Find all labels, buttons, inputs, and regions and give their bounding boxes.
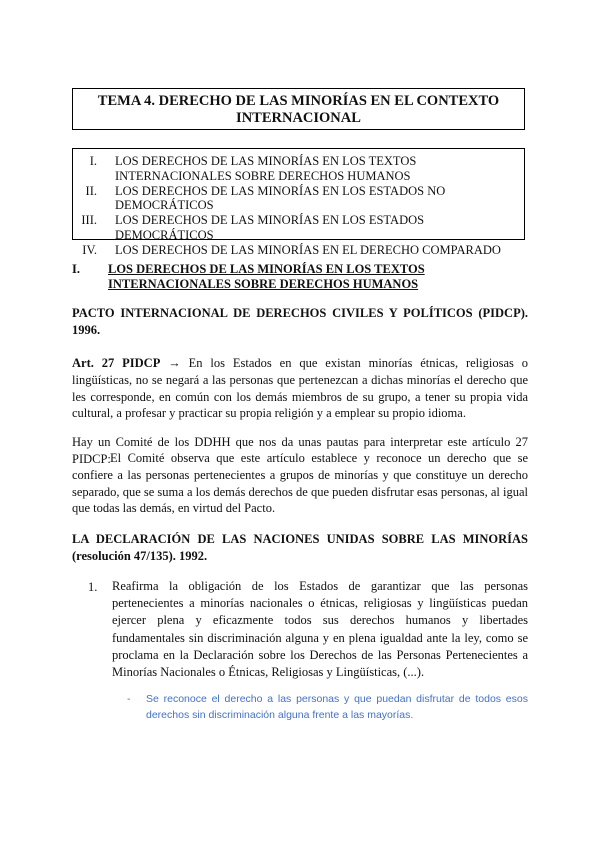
toc-item-text: LOS DERECHOS DE LAS MINORÍAS EN LOS ESTADOS NO DEMOCRÁTICOS (115, 183, 446, 213)
toc-item-number: I. (89, 154, 97, 168)
toc-item (73, 184, 524, 214)
toc-item-text: LOS DERECHOS DE LAS MINORÍAS EN LOS TEXTOS INTERNACIONALES SOBRE DERECHOS HUMANOS (115, 154, 417, 183)
declaracion-heading: LA DECLARACIÓN DE LAS NACIONES UNIDAS SOBRE LAS MINORÍAS (resolución 47/135). 1992. (72, 532, 528, 563)
toc-item (73, 154, 524, 184)
toc-item-text: LOS DERECHOS DE LAS MINORÍAS EN LOS ESTADOS DEMOCRÁTICOS (115, 213, 425, 242)
toc-item (73, 213, 524, 243)
toc-item-number: III. (81, 213, 97, 228)
art27-paragraph (72, 355, 528, 422)
note-bullet: - (127, 693, 131, 705)
annotation-note: Se reconoce el derecho a las personas y que puedan disfrutar de todos esos derechos sin discriminación alguna frente a las mayorías. (146, 693, 528, 721)
table-of-contents (72, 148, 525, 257)
toc-item-number: II. (85, 183, 97, 198)
art27-label: Art. 27 PIDCP (72, 356, 161, 370)
pidcp-heading: PACTO INTERNACIONAL DE DERECHOS CIVILES Y POLÍTICOS (PIDCP). 1996. (72, 306, 528, 337)
page-title: TEMA 4. DERECHO DE LAS MINORÍAS EN EL CONTEXTO INTERNACIONAL (72, 88, 525, 130)
section-number: I. (72, 262, 80, 276)
toc-item-number: IV. (82, 242, 97, 257)
comite-paragraph: El Comité observa que este artículo establece y reconoce un derecho que se confiere a las personas pertenecientes a grupos de minorías y que constituye un derecho separado, que se suma a los demás derechos de que pueden disfrutar esas personas, al igual que todas las demás, en virtud del Pacto. (72, 451, 528, 516)
section-title: LOS DERECHOS DE LAS MINORÍAS EN LOS TEXTOS INTERNACIONALES SOBRE DERECHOS HUMANOS (108, 262, 425, 291)
toc-item-text: LOS DERECHOS DE LAS MINORÍAS EN EL DERECHO COMPARADO (115, 242, 501, 257)
list-item-number: 1. (88, 580, 98, 594)
art27-text: → En los Estados en que existan minorías étnicas, religiosas o lingüísticas, no se negará a las personas que pertenezcan a dichas minorías el derecho que les corresponde, en común con los demás miembros de su grupo, a tener su propia vida cultural, a profesar y practicar su propia religión y a emplear su propio idioma. (72, 356, 529, 421)
comite-intro: Hay un Comité de los DDHH que nos da unas pautas para interpretar este artículo 27 PIDCP: (72, 435, 528, 466)
list-item-text: Reafirma la obligación de los Estados de garantizar que las personas pertenecientes a minorías nacionales o étnicas, religiosas y lingüísticas puedan ejercer plena y eficazmente todos sus derechos humanos y libertades fundamentales sin discriminación alguna y en plena igualdad ante la ley, como se proclama en la Declaración sobre los Derechos de las Personas Pertenecientes a Minorías Nacionales o Étnicas, Religiosas y Lingüísticas, (...). (112, 579, 528, 680)
toc-item (73, 243, 524, 258)
